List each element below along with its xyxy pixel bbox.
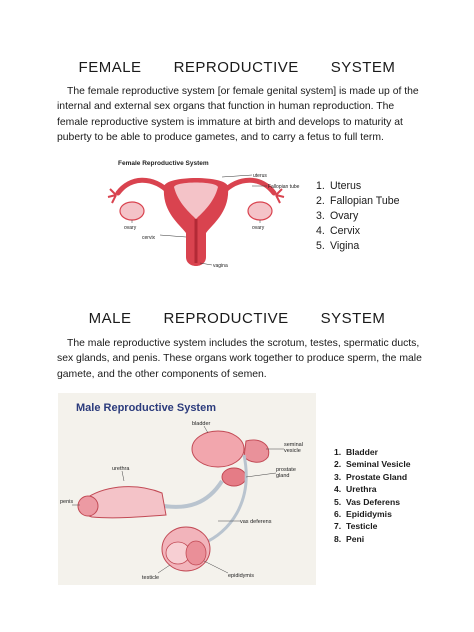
male-label-seminal: seminal bbox=[284, 442, 303, 448]
list-item: 5. Vigina bbox=[316, 240, 360, 252]
list-item: 8. Peni bbox=[334, 533, 365, 544]
list-item: 2. Seminal Vesicle bbox=[334, 459, 411, 470]
female-section-heading: FEMALE REPRODUCTIVE SYSTEM bbox=[78, 59, 396, 76]
list-item: 1. Uterus bbox=[316, 180, 362, 192]
male-label-prostate: prostate bbox=[276, 467, 296, 473]
male-label-bladder: bladder bbox=[192, 421, 211, 427]
list-item: 3. Prostate Gland bbox=[334, 471, 408, 482]
female-label-ovary-left: ovary bbox=[124, 225, 137, 231]
female-label-cervix: cervix bbox=[142, 235, 156, 241]
female-label-fallopian: Fallopian tube bbox=[268, 184, 300, 190]
list-item: 1. Bladder bbox=[334, 447, 378, 457]
male-intro-paragraph: The male reproductive system includes the scrotum, testes, spermatic ducts, sex glands, and penis. These organs work together to produce sperm, the male gamete, and the other components of semen. bbox=[57, 338, 422, 380]
list-item: 5. Vas Deferens bbox=[334, 496, 400, 507]
female-anatomy-figure bbox=[102, 153, 300, 273]
male-figure-title: Male Reproductive System bbox=[76, 402, 216, 414]
list-item: 4. Cervix bbox=[316, 225, 361, 237]
female-label-vagina: vagina bbox=[213, 263, 228, 269]
list-item: 2. Fallopian Tube bbox=[316, 195, 400, 207]
female-anatomy-illustration bbox=[102, 153, 300, 273]
list-item: 3. Ovary bbox=[316, 210, 359, 222]
list-item: 6. Epididymis bbox=[334, 509, 392, 520]
list-item: 7. Testicle bbox=[334, 521, 378, 532]
female-label-uterus: uterus bbox=[253, 173, 267, 179]
male-label-epididymis: epididymis bbox=[228, 573, 254, 579]
male-organ-list bbox=[334, 446, 411, 545]
male-label-vas-deferens: vas deferens bbox=[240, 519, 272, 525]
male-anatomy-figure bbox=[58, 393, 316, 585]
male-label-penis: penis bbox=[60, 499, 74, 505]
male-anatomy-illustration bbox=[58, 393, 316, 585]
female-intro-paragraph: The female reproductive system [or female genital system] is made up of the internal and external sex organs that function in human reproduction. The female reproductive system is immature at birth and develops to maturity at puberty to be able to produce gametes, and to carry a fetus to full term. bbox=[57, 86, 419, 144]
male-label-vesicle: vesicle bbox=[284, 448, 301, 454]
male-label-testicle: testicle bbox=[142, 575, 160, 581]
male-label-urethra: urethra bbox=[112, 466, 130, 472]
male-section-heading: MALE REPRODUCTIVE SYSTEM bbox=[88, 310, 386, 327]
list-item: 4. Urethra bbox=[334, 484, 377, 495]
female-figure-title: Female Reproductive System bbox=[118, 160, 209, 167]
male-label-gland: gland bbox=[276, 473, 290, 479]
female-organ-list bbox=[316, 179, 400, 254]
female-label-ovary-right: ovary bbox=[252, 225, 265, 231]
